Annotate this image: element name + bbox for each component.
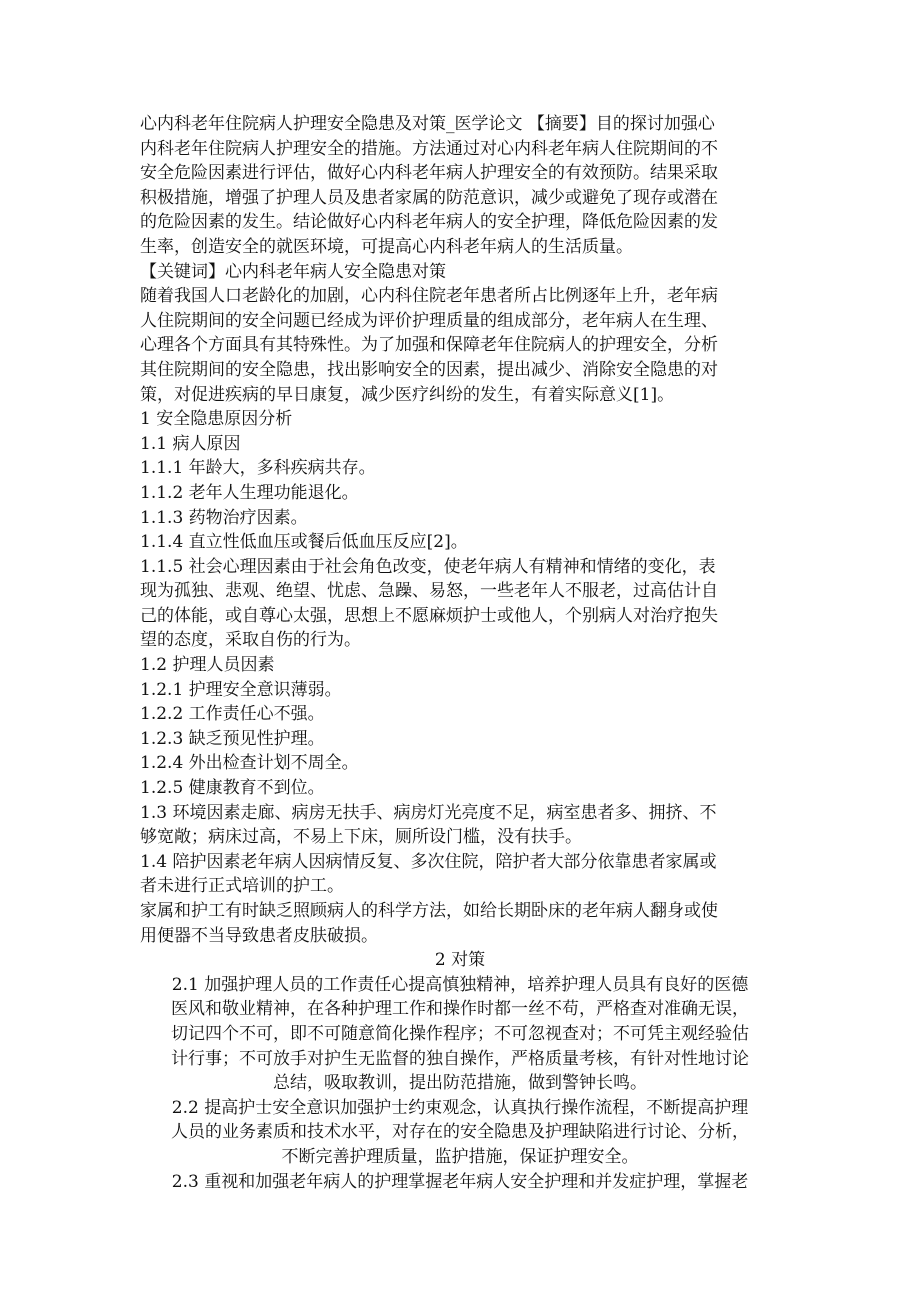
text-line: 2.3 重视和加强老年病人的护理掌握老年病人安全护理和并发症护理，掌握老 bbox=[171, 1171, 749, 1192]
text-line: 随着我国人口老龄化的加剧，心内科住院老年患者所占比例逐年上升，老年病 bbox=[140, 286, 718, 307]
list-item: 1.1.3 药物治疗因素。 bbox=[140, 507, 308, 528]
text-line: 不断完善护理质量，监护措施，保证护理安全。 bbox=[281, 1146, 639, 1167]
text-line: 的危险因素的发生。结论做好心内科老年病人的安全护理，降低危险因素的发 bbox=[140, 212, 718, 233]
text-line: 家属和护工有时缺乏照顾病人的科学方法，如给长期卧床的老年病人翻身或使 bbox=[140, 901, 718, 921]
text-line: 心内科老年住院病人护理安全隐患及对策_医学论文 【摘要】目的探讨加强心 bbox=[140, 114, 715, 134]
text-line: 医风和敬业精神，在各种护理工作和操作时都一丝不苟，严格查对准确无误， bbox=[171, 999, 749, 1020]
list-item: 1.2.2 工作责任心不强。 bbox=[140, 704, 325, 725]
list-item: 1.1.4 直立性低血压或餐后低血压反应[2]。 bbox=[140, 532, 468, 553]
center-block bbox=[140, 948, 780, 1194]
list-item: 1.2.5 健康教育不到位。 bbox=[140, 778, 325, 799]
section-heading: 1 安全隐患原因分析 bbox=[140, 409, 293, 430]
text-line: 切记四个不可，即不可随意简化操作程序；不可忽视查对；不可凭主观经验估 bbox=[171, 1023, 749, 1044]
text-line: 2.2 提高护士安全意识加强护士约束观念，认真执行操作流程，不断提高护理 bbox=[171, 1097, 749, 1118]
text-line: 其住院期间的安全隐患，找出影响安全的因素，提出减少、消除安全隐患的对 bbox=[140, 359, 718, 380]
list-item: 1.1.5 社会心理因素由于社会角色改变，使老年病人有精神和情绪的变化，表 bbox=[140, 556, 716, 577]
text-line: 1.4 陪护因素老年病人因病情反复、多次住院，陪护者大部分依靠患者家属或 bbox=[140, 851, 717, 872]
text-line: 内科老年住院病人护理安全的措施。方法通过对心内科老年病人住院期间的不 bbox=[140, 138, 718, 159]
list-item: 1.1.2 老年人生理功能退化。 bbox=[140, 482, 359, 503]
text-line: 现为孤独、悲观、绝望、忧虑、急躁、易怒，一些老年人不服老，过高估计自 bbox=[140, 581, 718, 602]
text-line: 己的体能，或自尊心太强，思想上不愿麻烦护士或他人，个别病人对治疗抱失 bbox=[140, 605, 718, 626]
list-item: 1.2.3 缺乏预见性护理。 bbox=[140, 728, 325, 749]
document-body bbox=[140, 112, 780, 1194]
list-item: 1.2.4 外出检查计划不周全。 bbox=[140, 753, 359, 774]
text-line: 策，对促进疾病的早日康复，减少医疗纠纷的发生，有着实际意义[1]。 bbox=[140, 384, 675, 405]
list-item: 1.2.1 护理安全意识薄弱。 bbox=[140, 679, 342, 700]
text-line: 者未进行正式培训的护工。 bbox=[140, 876, 344, 897]
text-line: 人住院期间的安全问题已经成为评价护理质量的组成部分，老年病人在生理、 bbox=[140, 310, 718, 331]
section-heading: 2 对策 bbox=[434, 950, 486, 971]
keywords-line: 【关键词】心内科老年病人安全隐患对策 bbox=[140, 261, 446, 282]
text-line: 1.3 环境因素走廊、病房无扶手、病房灯光亮度不足，病室患者多、拥挤、不 bbox=[140, 802, 717, 823]
text-line: 够宽敞；病床过高，不易上下床，厕所设门槛，没有扶手。 bbox=[140, 827, 582, 848]
subsection-heading: 1.1 病人原因 bbox=[140, 433, 241, 454]
text-line: 人员的业务素质和技术水平，对存在的安全隐患及护理缺陷进行讨论、分析， bbox=[171, 1122, 749, 1143]
text-line: 计行事；不可放手对护生无监督的独自操作，严格质量考核，有针对性地讨论 bbox=[171, 1048, 749, 1069]
text-line: 用便器不当导致患者皮肤破损。 bbox=[140, 925, 378, 946]
text-line: 望的态度，采取自伤的行为。 bbox=[140, 630, 361, 651]
subsection-heading: 1.2 护理人员因素 bbox=[140, 655, 275, 676]
text-line: 安全危险因素进行评估，做好心内科老年病人护理安全的有效预防。结果采取 bbox=[140, 163, 718, 184]
text-line: 2.1 加强护理人员的工作责任心提高慎独精神，培养护理人员具有良好的医德 bbox=[171, 974, 749, 995]
text-line: 积极措施，增强了护理人员及患者家属的防范意识，减少或避免了现存或潜在 bbox=[140, 187, 718, 208]
text-line: 生率，创造安全的就医环境，可提高心内科老年病人的生活质量。 bbox=[140, 236, 633, 257]
top-block bbox=[140, 112, 780, 948]
text-line: 总结，吸取教训，提出防范措施，做到警钟长鸣。 bbox=[273, 1073, 647, 1094]
text-line: 心理各个方面具有其特殊性。为了加强和保障老年住院病人的护理安全，分析 bbox=[140, 335, 718, 356]
list-item: 1.1.1 年龄大，多科疾病共存。 bbox=[140, 458, 376, 479]
